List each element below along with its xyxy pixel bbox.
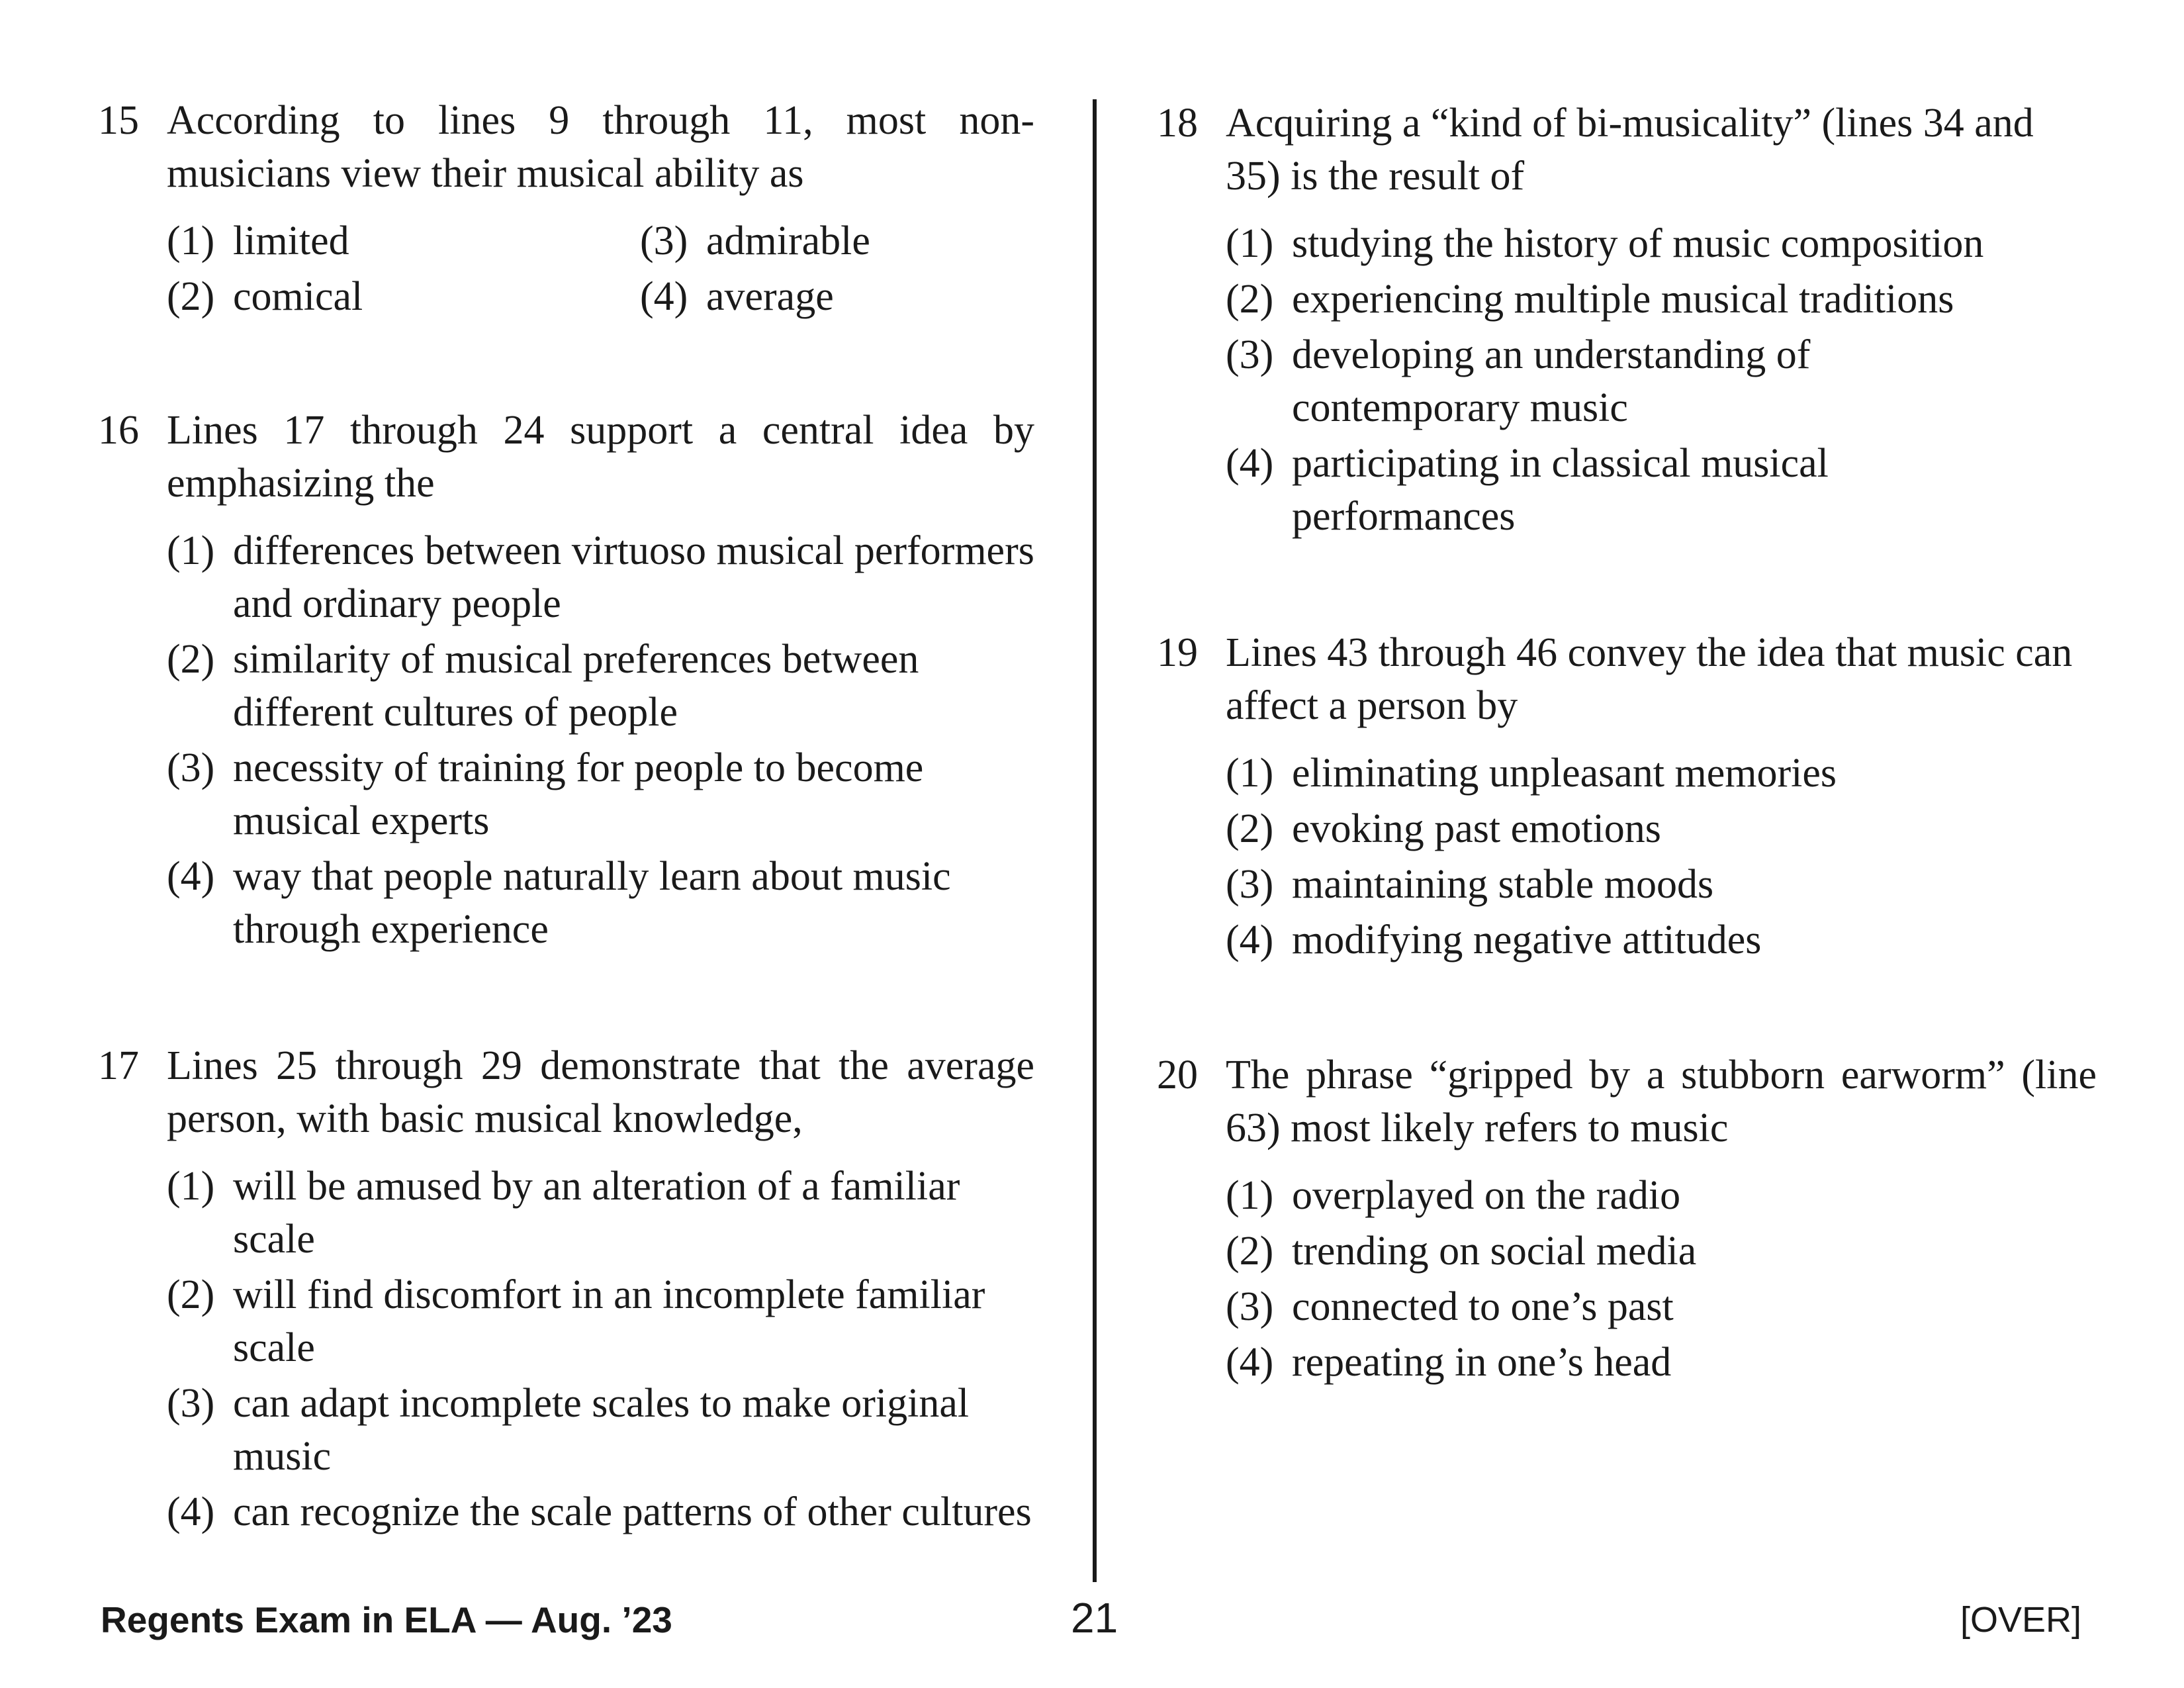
column-divider xyxy=(1093,99,1097,1582)
question-stem: Lines 43 through 46 convey the idea that music can affect a person by xyxy=(1226,630,2073,728)
option-label: (1) xyxy=(167,218,215,263)
question-number: 18 xyxy=(1157,101,1198,146)
answer-option-1[interactable] xyxy=(1226,747,2097,800)
option-text: modifying negative attitudes xyxy=(1292,917,1762,962)
option-text: way that people naturally learn about music through experience xyxy=(233,854,951,952)
option-label: (2) xyxy=(1226,277,1274,322)
option-text: can recognize the scale patterns of other cultures xyxy=(233,1489,1032,1534)
option-label: (3) xyxy=(1226,332,1274,377)
answer-option-3[interactable] xyxy=(1226,328,2097,434)
question-number: 16 xyxy=(98,408,139,453)
answer-option-4[interactable] xyxy=(1226,437,2097,543)
option-text: will be amused by an alteration of a familiar scale xyxy=(233,1164,960,1262)
question-number: 20 xyxy=(1157,1053,1198,1098)
answer-option-2[interactable] xyxy=(167,1268,1034,1374)
option-label: (1) xyxy=(167,1164,215,1209)
option-text: studying the history of music composition xyxy=(1292,221,1984,266)
option-label: (3) xyxy=(1226,1284,1274,1329)
option-text: necessity of training for people to become musical experts xyxy=(233,745,924,843)
question-15 xyxy=(98,94,1034,323)
option-label: (1) xyxy=(1226,751,1274,796)
answer-option-3[interactable] xyxy=(167,741,1034,847)
option-label: (1) xyxy=(167,528,215,573)
answer-option-4[interactable] xyxy=(640,270,1037,323)
option-text: repeating in one’s head xyxy=(1292,1340,1672,1385)
option-text: admirable xyxy=(706,218,870,263)
option-label: (2) xyxy=(167,637,215,682)
option-label: (2) xyxy=(167,1272,215,1317)
answer-options xyxy=(1226,747,2097,966)
answer-option-1[interactable] xyxy=(167,524,1034,630)
answer-option-1[interactable] xyxy=(1226,217,2097,270)
option-text: experiencing multiple musical traditions xyxy=(1292,277,1954,322)
answer-option-2[interactable] xyxy=(167,270,640,323)
answer-options xyxy=(167,1160,1034,1538)
answer-option-2[interactable] xyxy=(1226,273,2097,326)
question-17 xyxy=(98,1039,1034,1538)
answer-options xyxy=(1226,1169,2097,1389)
option-label: (1) xyxy=(1226,1173,1274,1218)
answer-option-2[interactable] xyxy=(1226,802,2097,855)
option-text: limited xyxy=(233,218,349,263)
option-text: evoking past emotions xyxy=(1292,806,1661,851)
option-label: (4) xyxy=(1226,917,1274,962)
question-stem: The phrase “gripped by a stubborn earworm” (line 63) most likely refers to music xyxy=(1226,1053,2097,1150)
answer-option-1[interactable] xyxy=(167,214,640,267)
option-text: similarity of musical preferences between different cultures of people xyxy=(233,637,919,735)
option-text: differences between virtuoso musical performers and ordinary people xyxy=(233,528,1034,626)
answer-option-3[interactable] xyxy=(1226,1280,2097,1333)
option-label: (3) xyxy=(167,1381,215,1426)
option-label: (3) xyxy=(1226,862,1274,907)
answer-option-4[interactable] xyxy=(167,1485,1034,1538)
option-text: average xyxy=(706,274,834,319)
answer-options xyxy=(167,524,1034,956)
question-number: 17 xyxy=(98,1043,139,1088)
option-label: (4) xyxy=(1226,441,1274,486)
option-text: connected to one’s past xyxy=(1292,1284,1674,1329)
option-label: (4) xyxy=(640,274,688,319)
answer-option-1[interactable] xyxy=(167,1160,1034,1266)
option-label: (3) xyxy=(640,218,688,263)
option-label: (4) xyxy=(167,1489,215,1534)
option-label: (4) xyxy=(1226,1340,1274,1385)
question-18 xyxy=(1157,97,2097,543)
question-19 xyxy=(1157,626,2097,966)
page-number: 21 xyxy=(1071,1594,1118,1642)
question-stem: According to lines 9 through 11, most non-musicians view their musical ability as xyxy=(167,98,1034,196)
option-label: (1) xyxy=(1226,221,1274,266)
answer-option-3[interactable] xyxy=(167,1377,1034,1483)
option-text: will find discomfort in an incomplete familiar scale xyxy=(233,1272,985,1370)
option-text: developing an understanding of contemporary music xyxy=(1292,332,1811,430)
question-number: 15 xyxy=(98,98,139,143)
answer-options xyxy=(1226,217,2097,543)
answer-option-4[interactable] xyxy=(1226,914,2097,966)
option-label: (2) xyxy=(1226,1229,1274,1274)
option-text: comical xyxy=(233,274,363,319)
option-label: (4) xyxy=(167,854,215,899)
option-text: maintaining stable moods xyxy=(1292,862,1714,907)
option-text: overplayed on the radio xyxy=(1292,1173,1681,1218)
answer-option-1[interactable] xyxy=(1226,1169,2097,1222)
footer-over-label: [OVER] xyxy=(1960,1600,2081,1640)
answer-options xyxy=(167,214,1034,323)
option-label: (2) xyxy=(1226,806,1274,851)
answer-option-3[interactable] xyxy=(1226,858,2097,911)
question-stem: Lines 17 through 24 support a central idea by emphasizing the xyxy=(167,408,1034,506)
question-stem: Acquiring a “kind of bi-musicality” (lines 34 and 35) is the result of xyxy=(1226,101,2034,199)
answer-option-4[interactable] xyxy=(1226,1336,2097,1389)
option-text: eliminating unpleasant memories xyxy=(1292,751,1837,796)
question-stem: Lines 25 through 29 demonstrate that the average person, with basic musical knowledge, xyxy=(167,1043,1034,1141)
footer-exam-title: Regents Exam in ELA — Aug. ’23 xyxy=(101,1599,672,1640)
answer-option-4[interactable] xyxy=(167,850,1034,956)
option-label: (3) xyxy=(167,745,215,790)
option-text: trending on social media xyxy=(1292,1229,1697,1274)
option-label: (2) xyxy=(167,274,215,319)
option-text: can adapt incomplete scales to make original music xyxy=(233,1381,970,1479)
question-20 xyxy=(1157,1049,2097,1389)
answer-option-2[interactable] xyxy=(1226,1225,2097,1278)
question-16 xyxy=(98,404,1034,956)
question-number: 19 xyxy=(1157,630,1198,675)
answer-option-2[interactable] xyxy=(167,633,1034,739)
answer-option-3[interactable] xyxy=(640,214,1037,267)
option-text: participating in classical musical performances xyxy=(1292,441,1829,539)
